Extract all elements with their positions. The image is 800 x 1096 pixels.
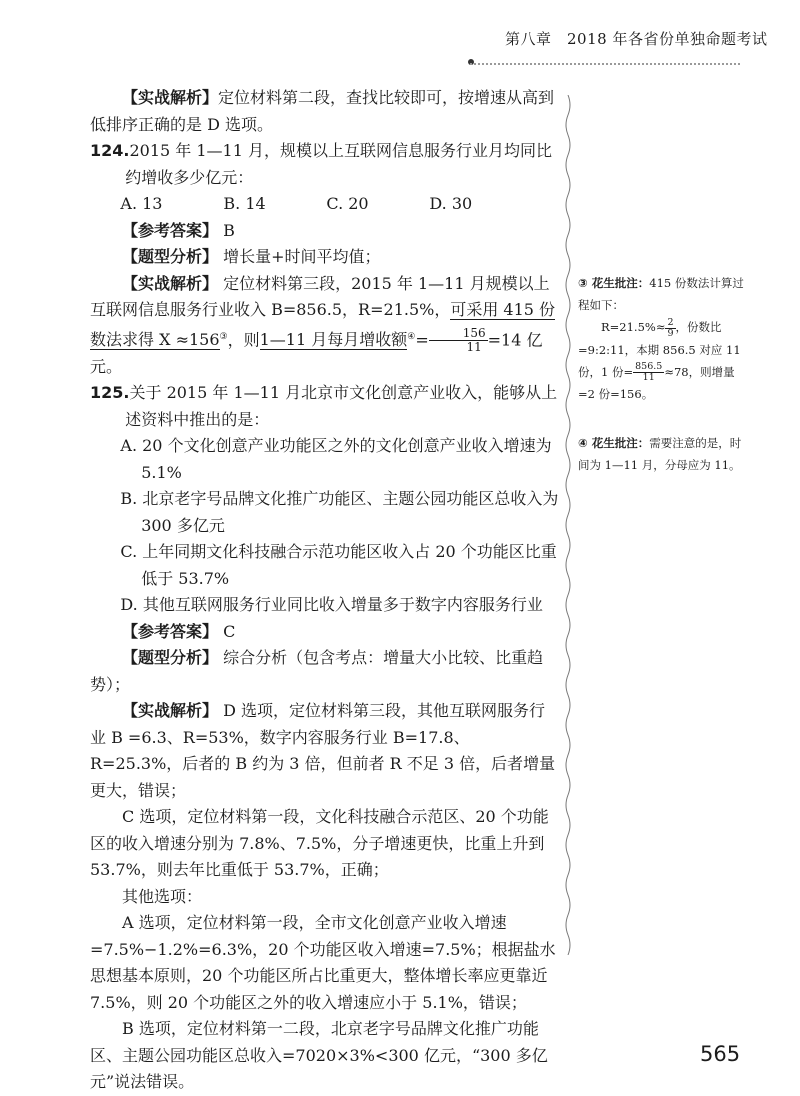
question-125-option-d: D. 其他互联网服务行业同比收入增量多于数字内容服务行业 bbox=[120, 595, 543, 615]
footnote-mark-3: ③ bbox=[219, 331, 228, 342]
fraction-2-9: $\frac{2}{9}$ bbox=[667, 316, 674, 339]
question-125-option-a: A. 20 个文化创意产业功能区之外的文化创意产业收入增速为 5.1% bbox=[120, 436, 552, 482]
question-124-stem: 124.2015 年 1—11 月，规模以上互联网信息服务行业月均同比约增收多少亿元： bbox=[90, 141, 553, 187]
question-125-analysis-a: A 选项，定位材料第一段，全市文化创意产业收入增速=7.5%−1.2%=6.3%，20 个功能区收入增速=7.5%；根据盐水思想基本原则，20 个功能区所占比重更大，整体增长率应更靠近 7.5%，则 20 个功能区之外的收入增速应小于 5.1%，错误； bbox=[90, 913, 556, 1012]
fraction-156-11: $\frac{156}{11}$ bbox=[429, 327, 488, 354]
page-number: 565 bbox=[700, 1042, 741, 1066]
question-124-answer: 【参考答案】 B bbox=[122, 220, 235, 240]
sidenote-3: ③ 花生批注：415 份数法计算过程如下： R=21.5%≈ $\frac{2}{9}$ ，份数比=9:2:11，本期 856.5 对应 11 份，1 份= $\frac{856.5}{11}$ ≈78，则增量=2 份=156。 bbox=[578, 276, 744, 401]
question-125-analysis-c: C 选项，定位材料第一段，文化科技融合示范区、20 个功能区的收入增速分别为 7.8%、7.5%，分子增速更快，比重上升到 53.7%，则去年比重低于 53.7%，正确； bbox=[90, 807, 549, 880]
option-a: A. 13 bbox=[120, 194, 163, 213]
question-124-options bbox=[90, 191, 560, 218]
main-column bbox=[90, 85, 560, 1096]
question-125-stem: 125.关于 2015 年 1—11 月北京市文化创意产业收入，能够从上述资料中推出的是： bbox=[90, 383, 558, 429]
question-125-analysis-d: 【实战解析】 D 选项，定位材料第三段，其他互联网服务行业 B =6.3、R=53%，数字内容服务行业 B=17.8、R=25.3%，后者的 B 约为 3 倍，但前者 R 不足 3 倍，后者增量更大，错误； bbox=[90, 701, 556, 800]
intro-analysis: 【实战解析】定位材料第二段，查找比较即可，按增速从高到低排序正确的是 D 选项。 bbox=[90, 88, 555, 134]
fraction-856-11: $\frac{856.5}{11}$ bbox=[635, 361, 663, 383]
footnote-mark-4: ④ bbox=[407, 331, 416, 342]
question-125-type: 【题型分析】 综合分析（包含考点：增量大小比较、比重趋势）； bbox=[90, 648, 544, 694]
option-c: C. 20 bbox=[326, 194, 369, 213]
header-rule bbox=[470, 63, 740, 65]
option-b: B. 14 bbox=[223, 194, 266, 213]
question-125-other-options: 其他选项： bbox=[122, 886, 203, 906]
option-d: D. 30 bbox=[429, 194, 473, 213]
question-124-type: 【题型分析】 增长量+时间平均值； bbox=[122, 247, 381, 266]
running-header: 第八章 2018 年各省份单独命题考试 bbox=[505, 30, 768, 48]
question-124-analysis: 【实战解析】 定位材料第三段，2015 年 1—11 月规模以上互联网信息服务行业收入 B=856.5，R=21.5%，可采用 415 份数法求得 X ≈156③，则1—11 月每月增收额④= $\frac{156}{11}$ =14 亿元。 bbox=[90, 273, 556, 376]
question-125-answer: 【参考答案】 C bbox=[122, 621, 236, 641]
sidenote-4: ④ 花生批注：需要注意的是，时间为 1—11 月，分母应为 11。 bbox=[578, 436, 742, 472]
question-125-option-c: C. 上年同期文化科技融合示范功能区收入占 20 个功能区比重低于 53.7% bbox=[120, 542, 557, 588]
question-125-analysis-b: B 选项，定位材料第一二段，北京老字号品牌文化推广功能区、主题公园功能区总收入=7020×3%<300 亿元，“300 多亿元”说法错误。 bbox=[90, 1019, 548, 1092]
margin-wavy-divider bbox=[564, 95, 572, 955]
question-125-option-b: B. 北京老字号品牌文化推广功能区、主题公园功能区总收入为 300 多亿元 bbox=[120, 489, 559, 535]
